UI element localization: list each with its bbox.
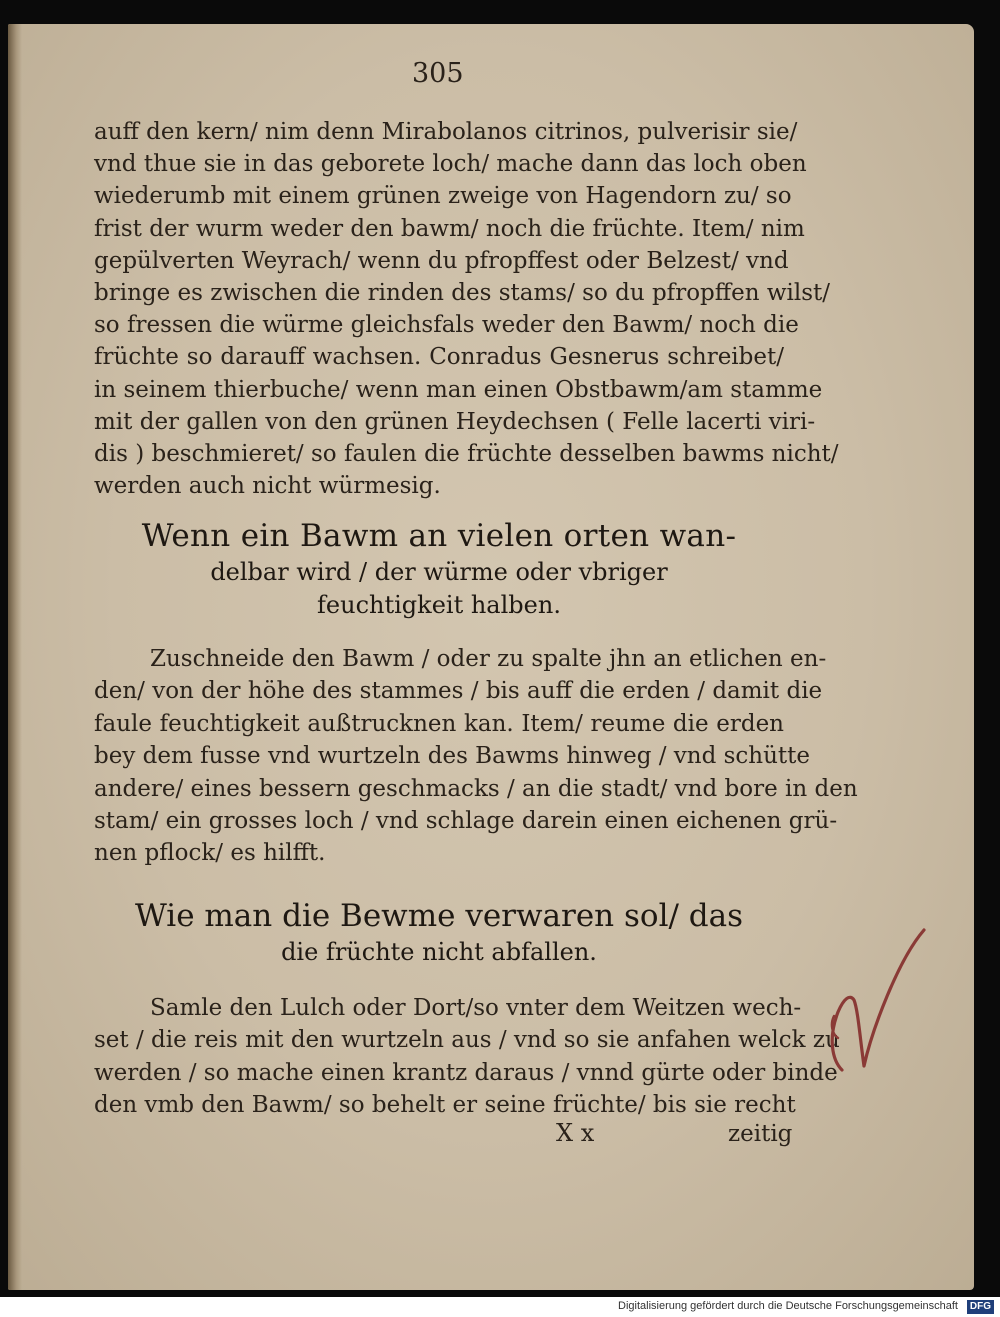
- catchword: zeitig: [728, 1121, 793, 1147]
- page-number: 305: [412, 58, 464, 89]
- text-line: werden auch nicht würmesig.: [94, 473, 441, 500]
- text-line: den/ von der höhe des stammes / bis auff die erden / damit die: [94, 678, 823, 705]
- paragraph-1: [94, 116, 839, 502]
- text-line: andere/ eines bessern geschmacks / an die stadt/ vnd bore in den: [94, 775, 858, 802]
- book-page: [8, 24, 974, 1290]
- text-line: Samle den Lulch oder Dort/so vnter dem Weitzen wech-: [150, 995, 802, 1021]
- heading-line: die früchte nicht abfallen.: [281, 938, 597, 966]
- dfg-logo: DFG: [967, 1300, 994, 1314]
- text-line: stam/ ein grosses loch / vnd schlage darein einen eichenen grü-: [94, 807, 838, 834]
- text-line: bringe es zwischen die rinden des stams/ so du pfropffen wilst/: [94, 279, 831, 306]
- text-line: gepülverten Weyrach/ wenn du pfropffest oder Belzest/ vnd: [94, 247, 789, 274]
- section-heading-1: [94, 516, 784, 622]
- footer-bar: [0, 1297, 1000, 1317]
- text-line: Zuschneide den Bawm / oder zu spalte jhn an etlichen en-: [150, 646, 827, 672]
- text-line: frist der wurm weder den bawm/ noch die früchte. Item/ nim: [94, 215, 805, 242]
- text-line: nen pflock/ es hilfft.: [94, 840, 326, 867]
- handwritten-margin-mark: [820, 920, 950, 1080]
- paragraph-3: [94, 992, 840, 1122]
- heading-line: feuchtigkeit halben.: [317, 591, 561, 619]
- text-line: früchte so darauff wachsen. Conradus Gesnerus schreibet/: [94, 344, 784, 371]
- text-line: faule feuchtigkeit außtrucknen kan. Item/ reume die erden: [94, 710, 784, 737]
- text-line: set / die reis mit den wurtzeln aus / vnd so sie anfahen welck zu: [94, 1027, 840, 1054]
- text-line: so fressen die würme gleichsfals weder den Bawm/ noch die: [94, 312, 799, 339]
- text-line: in seinem thierbuche/ wenn man einen Obstbawm/am stamme: [94, 376, 823, 403]
- paragraph-2: [94, 643, 858, 870]
- funding-credit: Digitalisierung gefördert durch die Deutsche Forschungsgemeinschaft: [618, 1300, 958, 1312]
- section-heading-2: [94, 896, 784, 969]
- text-line: bey dem fusse vnd wurtzeln des Bawms hinweg / vnd schütte: [94, 743, 811, 770]
- text-line: dis ) beschmieret/ so faulen die früchte desselben bawms nicht/: [94, 440, 839, 467]
- heading-line: Wie man die Bewme verwaren sol/ das: [134, 898, 744, 934]
- text-line: wiederumb mit einem grünen zweige von Hagendorn zu/ so: [94, 183, 792, 210]
- text-line: werden / so mache einen krantz daraus / vnnd gürte oder binde: [94, 1059, 838, 1086]
- text-line: den vmb den Bawm/ so behelt er seine früchte/ bis sie recht: [94, 1092, 796, 1119]
- heading-line: delbar wird / der würme oder vbriger: [210, 558, 668, 586]
- signature-mark: X x: [556, 1119, 595, 1147]
- text-line: mit der gallen von den grünen Heydechsen ( Felle lacerti viri-: [94, 408, 816, 435]
- text-line: auff den kern/ nim denn Mirabolanos citrinos, pulverisir sie/: [94, 119, 798, 145]
- text-line: vnd thue sie in das geborete loch/ mache dann das loch oben: [94, 151, 807, 178]
- heading-line: Wenn ein Bawm an vielen orten wan-: [141, 518, 737, 554]
